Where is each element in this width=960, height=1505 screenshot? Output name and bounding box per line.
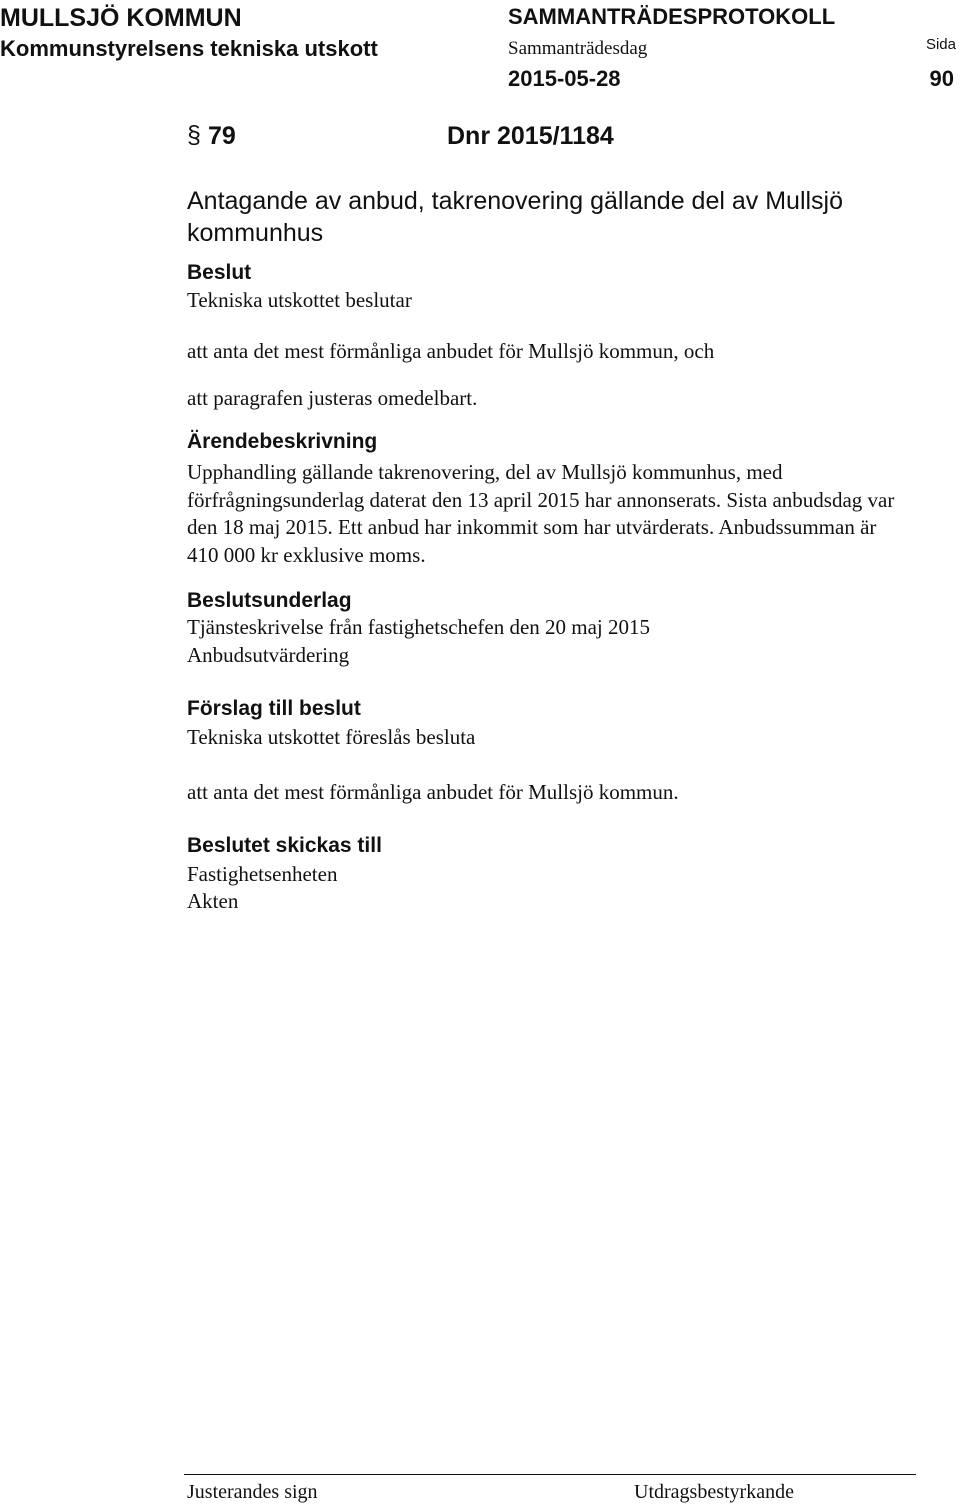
meeting-date-label: Sammanträdesdag bbox=[508, 38, 648, 59]
basis-heading: Beslutsunderlag bbox=[187, 589, 352, 612]
decision-intro: Tekniska utskottet beslutar bbox=[187, 288, 412, 312]
description-text: Upphandling gällande takrenovering, del av Mullsjö kommunhus, med förfrågningsunderlag daterat den 13 april 2015 har annonserats. Sista anbudsdag var den 18 maj 2015. Ett anbud har inkommit som har utvärderats. Anbudssumman är 410 000 kr exklusive moms. bbox=[187, 460, 895, 567]
document-type: SAMMANTRÄDESPROTOKOLL bbox=[508, 4, 836, 29]
decision-item: att paragrafen justeras omedelbart. bbox=[187, 386, 478, 410]
section-title: Antagande av anbud, takrenovering gällande del av Mullsjö kommunhus bbox=[187, 187, 844, 247]
meeting-date: 2015-05-28 bbox=[508, 66, 621, 91]
committee-name: Kommunstyrelsens tekniska utskott bbox=[0, 36, 378, 61]
basis-item: Tjänsteskrivelse från fastighetschefen den 20 maj 2015 bbox=[187, 615, 651, 639]
footer-justering-sign: Justerandes sign bbox=[187, 1481, 318, 1503]
proposal-item: att anta det mest förmånliga anbudet för Mullsjö kommun. bbox=[187, 780, 679, 804]
paragraph-symbol: § bbox=[187, 121, 201, 149]
footer-certification: Utdragsbestyrkande bbox=[634, 1481, 794, 1503]
distribution-recipient: Fastighetsenheten bbox=[187, 862, 338, 886]
decision-heading: Beslut bbox=[187, 261, 252, 284]
proposal-intro: Tekniska utskottet föreslås besluta bbox=[187, 725, 476, 749]
basis-item: Anbudsutvärdering bbox=[187, 643, 350, 667]
proposal-heading: Förslag till beslut bbox=[187, 697, 361, 720]
footer-divider bbox=[184, 1474, 916, 1475]
distribution-recipient: Akten bbox=[187, 889, 239, 913]
description-heading: Ärendebeskrivning bbox=[187, 430, 378, 453]
page-label: Sida bbox=[925, 36, 956, 53]
paragraph-number: 79 bbox=[208, 122, 236, 150]
organization-name: MULLSJÖ KOMMUN bbox=[0, 4, 242, 32]
distribution-heading: Beslutet skickas till bbox=[187, 834, 382, 857]
case-number: Dnr 2015/1184 bbox=[447, 122, 614, 150]
page-number: 90 bbox=[929, 66, 954, 91]
decision-item: att anta det mest förmånliga anbudet för Mullsjö kommun, och bbox=[187, 339, 715, 363]
